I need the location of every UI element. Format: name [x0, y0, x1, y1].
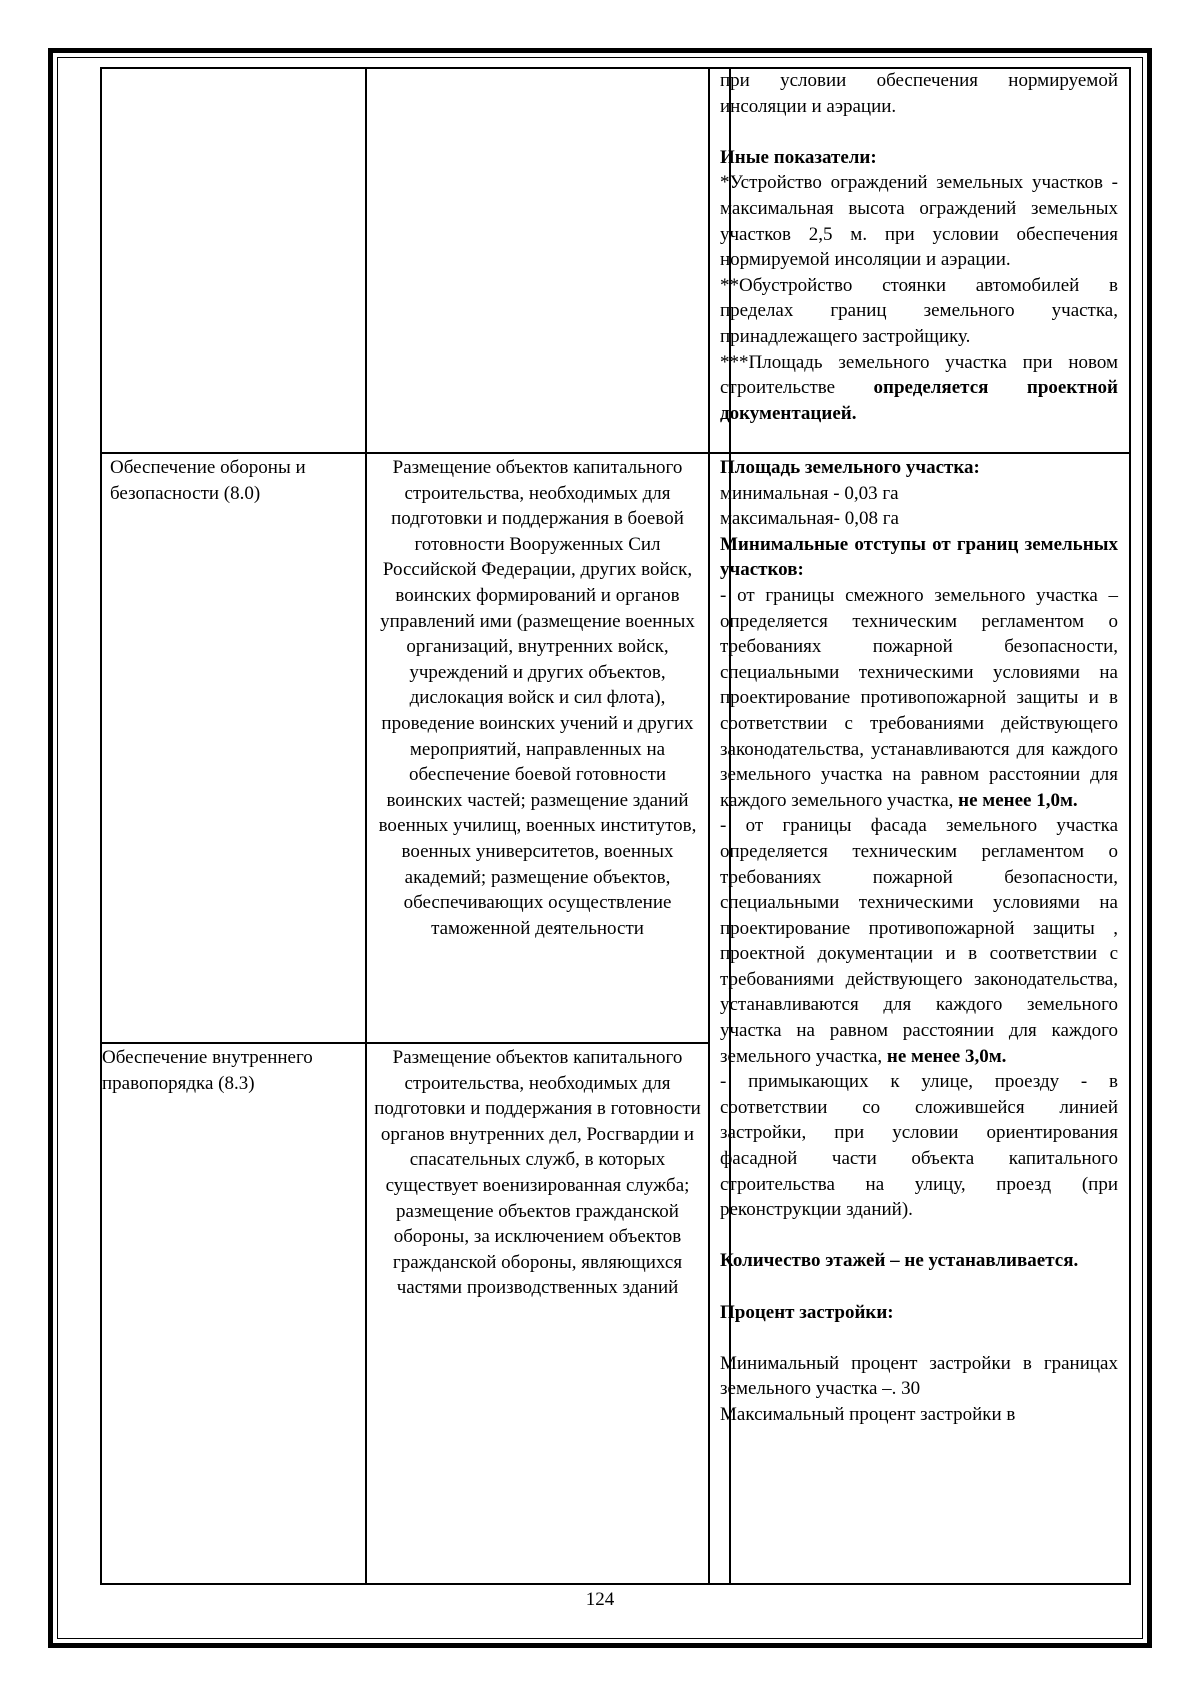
area-title: Площадь земельного участка:	[720, 457, 980, 478]
column-divider-2	[708, 67, 710, 1585]
area-max: максимальная- 0,08 га	[720, 508, 899, 530]
row-2-description: Размещение объектов капитального строительства, необходимых для подготовки и поддержания в готовности органов внутренних дел, Росгвардии и спасательных служб, в которых существует военизированная служба; размещение объектов гражданской обороны, за исключением объектов гражданской обороны, являющихся частями производственных зданий	[374, 1047, 701, 1299]
top-cell-text-2: *Устройство ограждений земельных участков - максимальная высота ограждений земельных участков 2,5 м. при условии обеспечения нормируемой инсоляции и аэрации.	[720, 172, 1118, 271]
percent-title: Процент застройки:	[720, 1301, 894, 1323]
row-1-description: Размещение объектов капитального строительства, необходимых для подготовки и поддержания в боевой готовности Вооруженных Сил Российской Федерации, других войск, воинских формирований и органов управлений ими (размещение военных организаций, внутренних войск, учреждений и других объектов, дислокация войск и сил флота), проведение воинских учений и других мероприятий, направленных на обеспечение боевой готовности воинских частей; размещение зданий военных училищ, военных институтов, военных университетов, военных академий; размещение объектов, обеспечивающих осуществление таможенной деятельности	[378, 457, 697, 939]
params-cell	[720, 455, 1118, 1428]
setbacks-title: Минимальные отступы от границ земельных участков:	[720, 533, 1118, 581]
page-number: 124	[585, 1589, 615, 1610]
top-params-cell	[720, 68, 1118, 426]
area-min: минимальная - 0,03 га	[720, 482, 899, 504]
setback-street: - примыкающих к улице, проезду - в соответствии со сложившейся линией застройки, при условии ориентирования фасадной части объекта капитального строительства на улицу, проезд (при реконструкции зданий).	[720, 1071, 1118, 1221]
top-cell-text-4: ***Площадь земельного участка при новом строительстве определяется проектной документацией.	[720, 351, 1118, 424]
row-divider-2	[100, 1042, 708, 1044]
setback-facade: - от границы фасада земельного участка определяется техническим регламентом о требованиях пожарной безопасности, специальными техническими условиями на проектирование противопожарной защиты , проектной документации и в соответствии с требованиями действующего законодательства, устанавливаются для каждого земельного участка на равном расстоянии для каждого земельного участка, не менее 3,0м.	[720, 815, 1118, 1067]
percent-min: Минимальный процент застройки в границах земельного участка –. 30	[720, 1352, 1118, 1400]
top-cell-text-3: **Обустройство стоянки автомобилей в пределах границ земельного участка, принадлежащего застройщику.	[720, 274, 1118, 347]
setback-adjacent: - от границы смежного земельного участка – определяется техническим регламентом о требованиях пожарной безопасности, специальными техническими условиями на проектирование противопожарной защиты и в соответствии с требованиями действующего законодательства, устанавливаются для каждого земельного участка на равном расстоянии для каждого земельного участка, не менее 1,0м.	[720, 584, 1118, 811]
table-border-right	[1129, 67, 1131, 1585]
table-border-left	[100, 67, 102, 1585]
row-2-name: Обеспечение внутреннего правопорядка (8.3)	[102, 1047, 313, 1094]
column-divider-1	[365, 67, 367, 1585]
table-border-bottom	[100, 1583, 1131, 1585]
top-cell-text-1: при условии обеспечения нормируемой инсоляции и аэрации.	[720, 70, 1118, 117]
row-1-name: Обеспечение обороны и безопасности (8.0)	[110, 457, 306, 504]
row-divider-1	[100, 452, 1131, 454]
percent-max: Максимальный процент застройки в	[720, 1403, 1016, 1425]
floors-count: Количество этажей – не устанавливается.	[720, 1250, 1079, 1272]
other-indicators-title: Иные показатели:	[720, 146, 877, 168]
